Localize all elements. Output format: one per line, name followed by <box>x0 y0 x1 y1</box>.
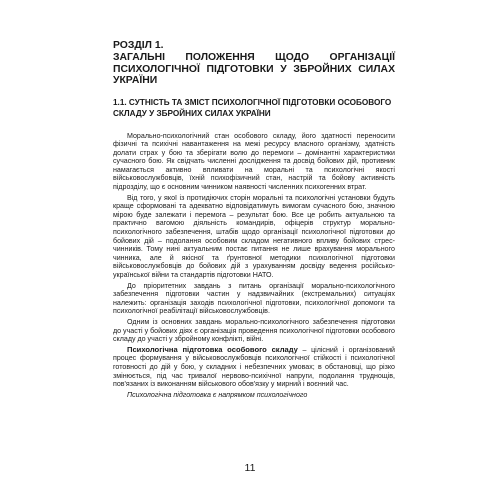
paragraph-3: До пріоритетних завдань з питань організації морально-психологічного забезпечення підготовки частин у надзвичайних (екстремальних) ситуаціях належить: організація заходів психологічної підготовки, психологічної допомоги та психологічної реабілітації військовослужбовців. <box>113 281 395 316</box>
section-label: РОЗДІЛ 1. <box>113 40 164 51</box>
continuation-line: Психологічна підготовка є напрямком психологічного <box>127 390 308 399</box>
paragraph-4: Одним із основних завдань морально-психологічного забезпечення підготовки до участі у бойових діях є організація проведення психологічної підготовки особового складу до участі у збройному конфлікті, війні. <box>113 317 395 344</box>
definition-paragraph <box>113 346 395 389</box>
definition-text: – цілісний і організований процес формування у військовослужбовців психологічної стійкості і психологічної готовності до дій у бою, у складних і небезпечних умовах; в обстановці, що різко змінюється, під час тривалої нервово-психічної напруги, подолання труднощів, пов'язаних із виконанням військового обов'язку у мирний і воєнний час. <box>113 345 395 389</box>
section-title: ЗАГАЛЬНІ ПОЛОЖЕННЯ ЩОДО ОРГАНІЗАЦІЇ ПСИХОЛОГІЧНОЇ ПІДГОТОВКИ У ЗБРОЙНИХ СИЛАХ УКРАЇНИ <box>113 52 395 86</box>
subsection-title: 1.1. СУТНІСТЬ ТА ЗМІСТ ПСИХОЛОГІЧНОЇ ПІДГОТОВКИ ОСОБОВОГО СКЛАДУ У ЗБРОЙНИХ СИЛАХ УКРАЇНИ <box>113 97 392 118</box>
page-number: 11 <box>244 462 256 474</box>
paragraph-1: Морально-психологічний стан особового складу, його здатності переносити фізичні та психічні навантаження на межі ресурсу власного організму, здатність долати страх у бою та зберігати волю до перемоги – домінантні характеристики сучасного бою. Як свідчать численні дослідження та досвід бойових дій, противник намагається активно впливати на моральні та психологічні якості військовослужбовців, їхній психофізичний стан, настрій та бойову активність підрозділу, що є основним чинником наявності численних психогенних втрат. <box>113 131 395 192</box>
paragraph-2: Від того, у якої із протидіючих сторін моральні та психологічні установки будуть краще сформовані та адекватно відповідатимуть вимогам сучасного бою, значною мірою буде залежати і перемога – результат бою. Все це робить актуальною та практично вагомою діяльність командирів, офіцерів структур морально-психологічного забезпечення, штабів щодо організації психологічної підготовки до бойових дій – подолання особовим складом негативного впливу бойових стрес-чинників. Тому нині актуальним постає питання не лише врахування морального чинника, але й якісної та ґрунтовної методики психологічної підготовки військовослужбовців до бойових дій з урахуванням досвіду ведення російсько-української війни та стандартів підготовки НАТО. <box>113 193 395 279</box>
page-content <box>113 40 395 401</box>
definition-term: Психологічна підготовка особового складу <box>127 344 298 354</box>
